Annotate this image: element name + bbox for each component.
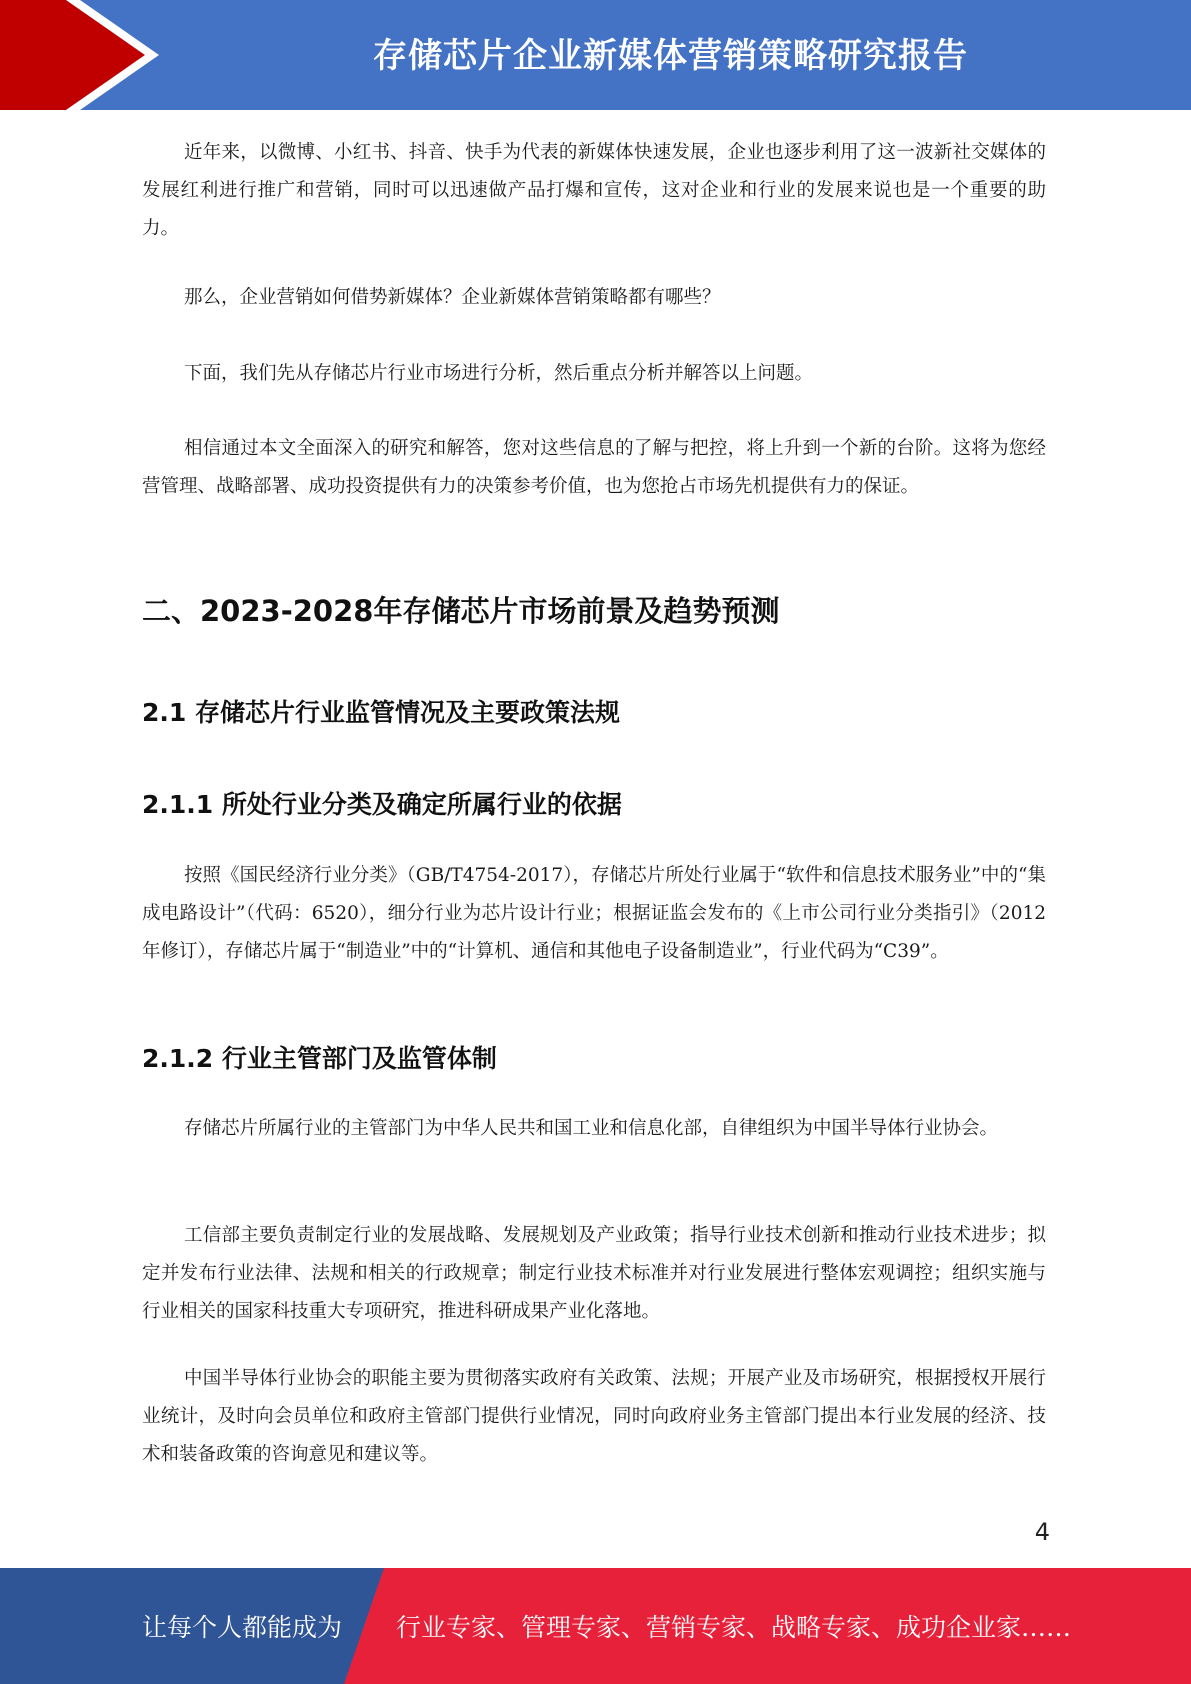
section-2-1-2-heading: 2.1.2 行业主管部门及监管体制: [142, 1044, 497, 1073]
section-2-1-1-paragraph: 按照《国民经济行业分类》（GB/T4754-2017），存储芯片所处行业属于“软件和信息技术服务业”中的“集成电路设计”（代码：6520），细分行业为芯片设计行业；根据证监会发布的《上市公司行业分类指引》（2012年修订），存储芯片属于“制造业”中的“计算机、通信和其他电子设备制造业”，行业代码为“C39”。: [142, 865, 1046, 962]
header-title: 存储芯片企业新媒体营销策略研究报告: [373, 35, 968, 76]
section-2-1-heading: 2.1 存储芯片行业监管情况及主要政策法规: [142, 698, 620, 727]
intro-paragraph-1: 近年来，以微博、小红书、抖音、快手为代表的新媒体快速发展，企业也逐步利用了这一波新社交媒体的发展红利进行推广和营销，同时可以迅速做产品打爆和宣传，这对企业和行业的发展来说也是一个重要的助力。: [142, 142, 1046, 239]
page-footer: [0, 1568, 1191, 1684]
section-2-1-1-heading: 2.1.1 所处行业分类及确定所属行业的依据: [142, 790, 622, 819]
intro-paragraph-3: 下面，我们先从存储芯片行业市场进行分析，然后重点分析并解答以上问题。: [184, 363, 814, 384]
footer-slogan-right: 行业专家、管理专家、营销专家、战略专家、成功企业家……: [396, 1613, 1072, 1642]
section-2-1-2-paragraph-1: 存储芯片所属行业的主管部门为中华人民共和国工业和信息化部，自律组织为中国半导体行业协会。: [184, 1118, 999, 1139]
page-header: [0, 0, 1191, 110]
intro-paragraph-4: 相信通过本文全面深入的研究和解答，您对这些信息的了解与把控，将上升到一个新的台阶。这将为您经营管理、战略部署、成功投资提供有力的决策参考价值，也为您抢占市场先机提供有力的保证。: [142, 438, 1046, 497]
page-number: 4: [1034, 1518, 1050, 1546]
intro-paragraph-2: 那么，企业营销如何借势新媒体？企业新媒体营销策略都有哪些？: [184, 287, 721, 308]
section-2-1-2-paragraph-2: 工信部主要负责制定行业的发展战略、发展规划及产业政策；指导行业技术创新和推动行业技术进步；拟定并发布行业法律、法规和相关的行政规章；制定行业技术标准并对行业发展进行整体宏观调控；组织实施与行业相关的国家科技重大专项研究，推进科研成果产业化落地。: [142, 1225, 1046, 1322]
section-2-1-2-paragraph-3: 中国半导体行业协会的职能主要为贯彻落实政府有关政策、法规；开展产业及市场研究，根据授权开展行业统计，及时向会员单位和政府主管部门提供行业情况，同时向政府业务主管部门提出本行业发展的经济、技术和装备政策的咨询意见和建议等。: [142, 1368, 1046, 1465]
footer-slogan-left: 让每个人都能成为: [142, 1613, 343, 1642]
section-2-heading: 二、2023-2028年存储芯片市场前景及趋势预测: [142, 594, 780, 628]
